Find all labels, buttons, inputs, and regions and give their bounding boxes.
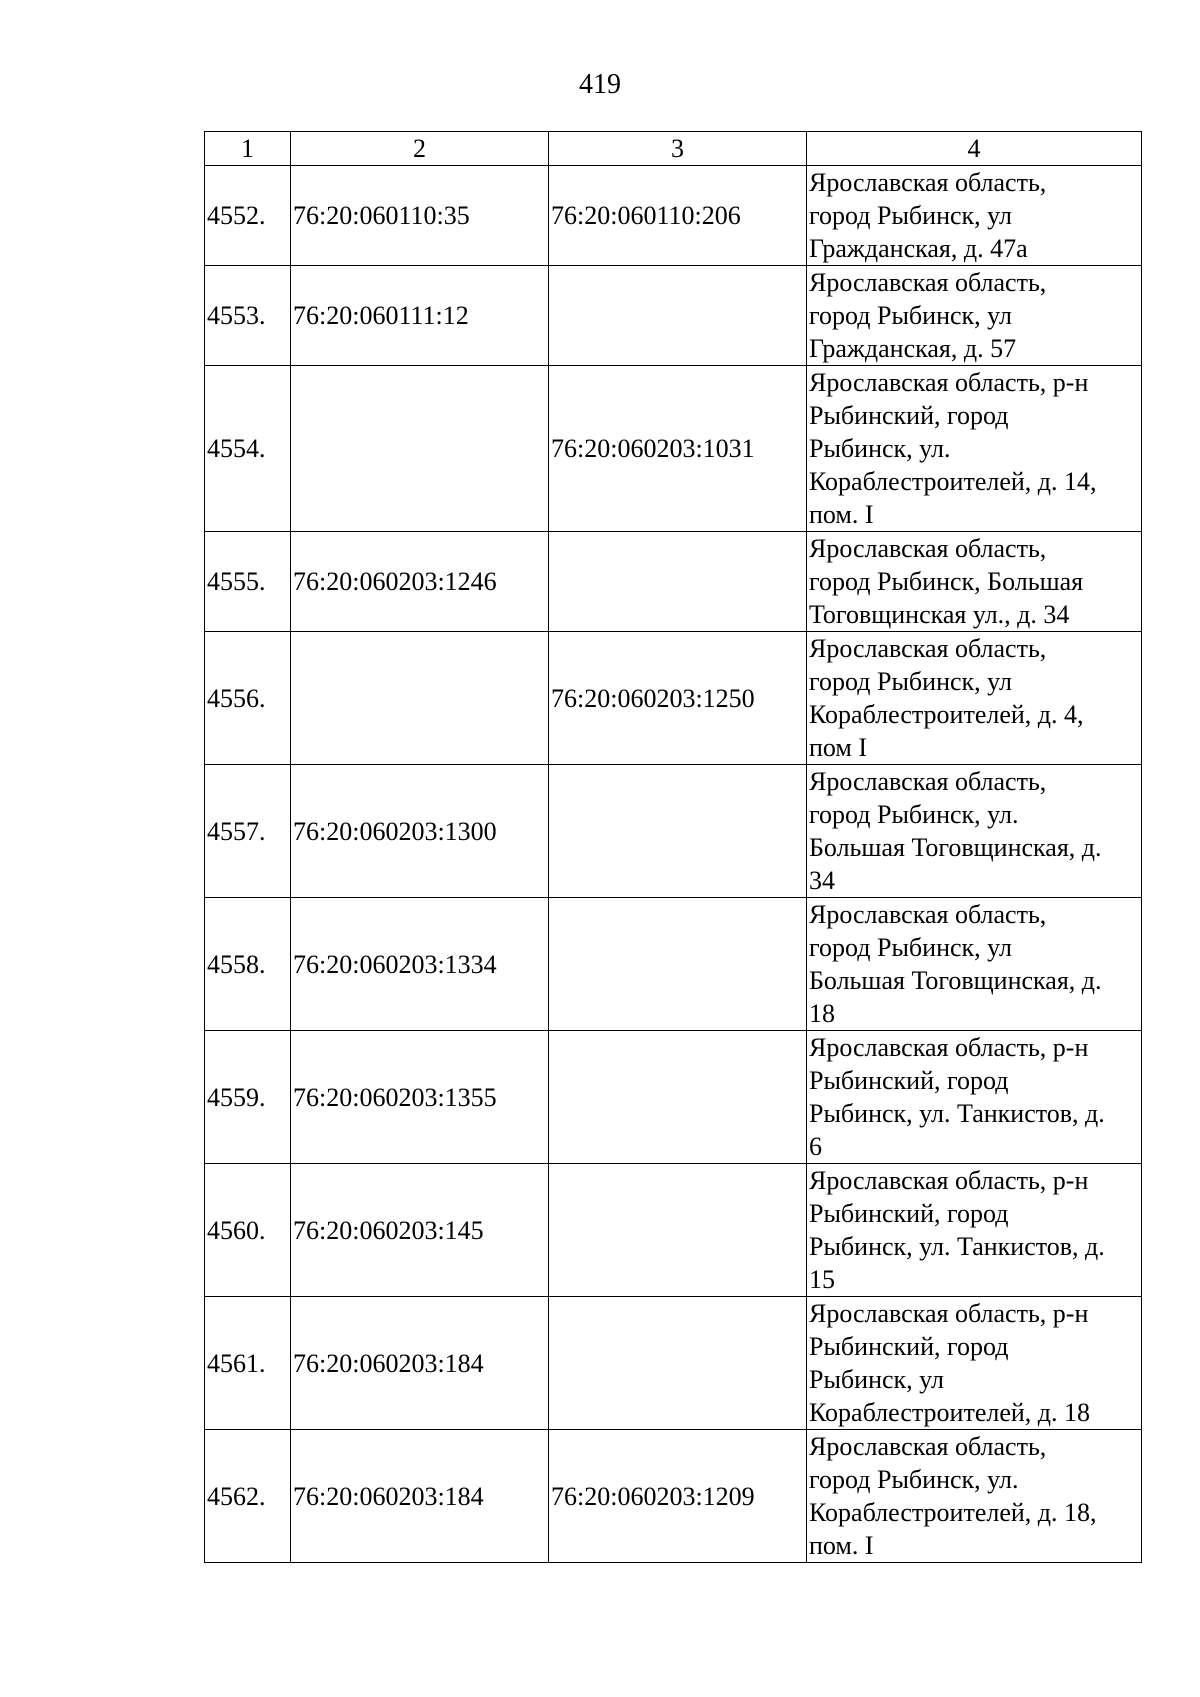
cadastral-number-cell: 76:20:060203:184 — [291, 1297, 549, 1430]
table-row — [205, 898, 1142, 1031]
column-header-3: 3 — [549, 132, 807, 166]
table-header-row — [205, 132, 1142, 166]
address-line: Гражданская, д. 47а — [809, 234, 1028, 263]
cadastral-number-cell: 76:20:060203:1334 — [291, 898, 549, 1031]
cadastral-number-cell: 76:20:060203:184 — [291, 1430, 549, 1563]
table-row — [205, 765, 1142, 898]
address-line: 6 — [809, 1132, 822, 1161]
address-line: Ярославская область, — [809, 767, 1047, 796]
address-line: Рыбинский, город — [809, 1066, 1009, 1095]
address-cell — [807, 632, 1142, 765]
row-number-cell: 4555. — [205, 532, 291, 632]
row-number-cell: 4554. — [205, 366, 291, 532]
related-cadastral-number-cell — [549, 898, 807, 1031]
address-line: город Рыбинск, ул. — [809, 1465, 1019, 1494]
related-cadastral-number-cell: 76:20:060203:1031 — [549, 366, 807, 532]
row-number-cell: 4558. — [205, 898, 291, 1031]
address-cell — [807, 266, 1142, 366]
cadastral-number-cell: 76:20:060111:12 — [291, 266, 549, 366]
address-cell — [807, 1164, 1142, 1297]
address-line: Ярославская область, р-н — [809, 368, 1089, 397]
address-line: Ярославская область, — [809, 268, 1047, 297]
address-line: 15 — [809, 1265, 835, 1294]
address-line: пом. I — [809, 500, 874, 529]
related-cadastral-number-cell — [549, 532, 807, 632]
address-line: Рыбинский, город — [809, 401, 1009, 430]
address-line: Кораблестроителей, д. 18, — [809, 1498, 1097, 1527]
address-cell — [807, 1297, 1142, 1430]
cadastral-number-cell: 76:20:060203:145 — [291, 1164, 549, 1297]
row-number-cell: 4553. — [205, 266, 291, 366]
address-line: Большая Тоговщинская, д. — [809, 833, 1102, 862]
table-row — [205, 1430, 1142, 1563]
address-cell — [807, 166, 1142, 266]
address-line: Тоговщинская ул., д. 34 — [809, 600, 1070, 629]
related-cadastral-number-cell — [549, 266, 807, 366]
address-line: Рыбинск, ул. Танкистов, д. — [809, 1099, 1105, 1128]
row-number-cell: 4559. — [205, 1031, 291, 1164]
column-header-2: 2 — [291, 132, 549, 166]
table-row — [205, 532, 1142, 632]
address-line: Кораблестроителей, д. 4, — [809, 700, 1084, 729]
row-number-cell: 4561. — [205, 1297, 291, 1430]
column-header-1: 1 — [205, 132, 291, 166]
address-cell — [807, 898, 1142, 1031]
related-cadastral-number-cell: 76:20:060203:1209 — [549, 1430, 807, 1563]
address-line: Ярославская область, р-н — [809, 1166, 1089, 1195]
address-line: город Рыбинск, ул. — [809, 800, 1019, 829]
address-cell — [807, 1031, 1142, 1164]
address-line: Большая Тоговщинская, д. — [809, 966, 1102, 995]
cadastral-number-cell: 76:20:060110:35 — [291, 166, 549, 266]
address-line: город Рыбинск, ул — [809, 933, 1012, 962]
address-line: Ярославская область, р-н — [809, 1033, 1089, 1062]
row-number-cell: 4556. — [205, 632, 291, 765]
cadastral-number-cell: 76:20:060203:1300 — [291, 765, 549, 898]
cadastral-number-cell: 76:20:060203:1355 — [291, 1031, 549, 1164]
address-cell — [807, 1430, 1142, 1563]
address-line: город Рыбинск, ул — [809, 201, 1012, 230]
address-line: пом. I — [809, 1531, 874, 1560]
related-cadastral-number-cell: 76:20:060203:1250 — [549, 632, 807, 765]
address-line: Ярославская область, — [809, 534, 1047, 563]
page-number: 419 — [579, 69, 621, 100]
cadastral-number-cell: 76:20:060203:1246 — [291, 532, 549, 632]
address-line: Ярославская область, — [809, 634, 1047, 663]
address-line: 34 — [809, 866, 835, 895]
table-row — [205, 1164, 1142, 1297]
address-cell — [807, 532, 1142, 632]
cadastral-number-cell — [291, 632, 549, 765]
address-line: Ярославская область, — [809, 900, 1047, 929]
cadastral-number-cell — [291, 366, 549, 532]
address-line: Рыбинск, ул — [809, 1365, 944, 1394]
address-line: Кораблестроителей, д. 14, — [809, 467, 1097, 496]
address-line: 18 — [809, 999, 835, 1028]
table-row — [205, 1297, 1142, 1430]
row-number-cell: 4552. — [205, 166, 291, 266]
table-row — [205, 266, 1142, 366]
address-line: Кораблестроителей, д. 18 — [809, 1398, 1091, 1427]
row-number-cell: 4557. — [205, 765, 291, 898]
table-row — [205, 366, 1142, 532]
address-line: Ярославская область, — [809, 1432, 1047, 1461]
table-row — [205, 1031, 1142, 1164]
related-cadastral-number-cell — [549, 1164, 807, 1297]
address-line: пом I — [809, 733, 868, 762]
table-row — [205, 632, 1142, 765]
address-line: Гражданская, д. 57 — [809, 334, 1017, 363]
column-header-4: 4 — [807, 132, 1142, 166]
table-row — [205, 166, 1142, 266]
address-line: Рыбинский, город — [809, 1332, 1009, 1361]
registry-table — [204, 131, 1142, 1563]
related-cadastral-number-cell — [549, 1297, 807, 1430]
address-line: Рыбинский, город — [809, 1199, 1009, 1228]
address-cell — [807, 366, 1142, 532]
related-cadastral-number-cell: 76:20:060110:206 — [549, 166, 807, 266]
address-cell — [807, 765, 1142, 898]
table-body — [205, 166, 1142, 1563]
row-number-cell: 4562. — [205, 1430, 291, 1563]
row-number-cell: 4560. — [205, 1164, 291, 1297]
address-line: город Рыбинск, ул — [809, 301, 1012, 330]
address-line: Рыбинск, ул. Танкистов, д. — [809, 1232, 1105, 1261]
address-line: город Рыбинск, ул — [809, 667, 1012, 696]
address-line: город Рыбинск, Большая — [809, 567, 1084, 596]
address-line: Ярославская область, — [809, 168, 1047, 197]
address-line: Рыбинск, ул. — [809, 434, 951, 463]
related-cadastral-number-cell — [549, 1031, 807, 1164]
address-line: Ярославская область, р-н — [809, 1299, 1089, 1328]
related-cadastral-number-cell — [549, 765, 807, 898]
